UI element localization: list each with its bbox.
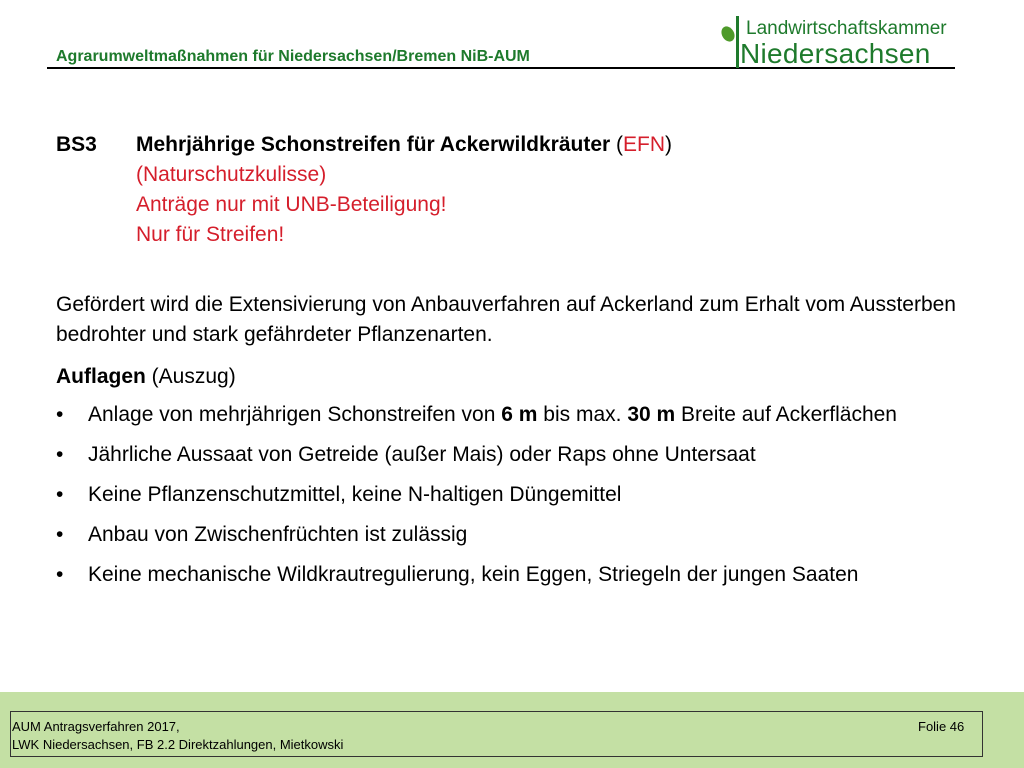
measure-title: Mehrjährige Schonstreifen für Ackerwildkräuter xyxy=(136,133,611,156)
auflagen-label: Auflagen xyxy=(56,365,146,388)
bullet-icon: • xyxy=(56,443,64,466)
list-item xyxy=(56,400,986,430)
bullet-icon: • xyxy=(56,483,64,506)
item-text: Jährliche Aussaat von Getreide (außer Mais) oder Raps ohne Untersaat xyxy=(88,443,756,466)
bullet-icon: • xyxy=(56,403,64,426)
logo-bar xyxy=(736,16,739,68)
list-item xyxy=(56,480,986,510)
footer-bar xyxy=(0,692,1024,768)
logo-text-line1: Landwirtschaftskammer xyxy=(746,18,947,39)
description-paragraph: Gefördert wird die Extensivierung von Anbauverfahren auf Ackerland zum Erhalt vom Aussterben bedrohter und stark gefährdeter Pflanzenarten. xyxy=(56,293,956,346)
efn-open-paren: ( xyxy=(616,133,624,156)
slide-number: Folie 46 xyxy=(918,719,965,734)
list-item xyxy=(56,520,986,550)
bullet-icon: • xyxy=(56,563,64,586)
leaf-dot-icon xyxy=(719,24,737,44)
bullet-icon: • xyxy=(56,523,64,546)
auflagen-list xyxy=(56,400,986,590)
header-title: Agrarumweltmaßnahmen für Niedersachsen/Bremen NiB-AUM xyxy=(56,48,530,65)
footer-line1: AUM Antragsverfahren 2017, xyxy=(12,719,180,734)
efn-label: EFN xyxy=(623,133,666,156)
lwk-logo xyxy=(720,12,960,70)
item-text: Anlage von mehrjährigen Schonstreifen von xyxy=(88,403,502,426)
efn-close-paren: ) xyxy=(665,133,673,156)
measure-code: BS3 xyxy=(56,133,97,156)
logo-text-line2: Niedersachsen xyxy=(740,38,931,69)
item-text: Anbau von Zwischenfrüchten ist zulässig xyxy=(88,523,468,546)
footer-line2: LWK Niedersachsen, FB 2.2 Direktzahlungen, Mietkowski xyxy=(12,737,344,752)
auflagen-heading xyxy=(56,362,986,392)
item-text: bis max. xyxy=(537,403,628,426)
footer-credits xyxy=(12,718,343,754)
auflagen-suffix: (Auszug) xyxy=(145,365,236,388)
measure-note-unb: Anträge nur mit UNB-Beteiligung! xyxy=(136,193,447,216)
min-width: 6 m xyxy=(501,403,538,426)
item-text: Breite auf Ackerflächen xyxy=(675,403,897,426)
measure-details xyxy=(136,130,986,250)
measure-note-streifen: Nur für Streifen! xyxy=(136,223,285,246)
list-item xyxy=(56,440,986,470)
measure-block xyxy=(56,130,986,250)
max-width: 30 m xyxy=(627,403,676,426)
item-text: Keine Pflanzenschutzmittel, keine N-haltigen Düngemittel xyxy=(88,483,622,506)
list-item xyxy=(56,560,986,590)
measure-note-kulisse: (Naturschutzkulisse) xyxy=(136,163,327,186)
slide-content xyxy=(56,130,986,600)
measure-title-line xyxy=(136,130,986,160)
item-text: Keine mechanische Wildkrautregulierung, kein Eggen, Striegeln der jungen Saaten xyxy=(88,563,859,586)
